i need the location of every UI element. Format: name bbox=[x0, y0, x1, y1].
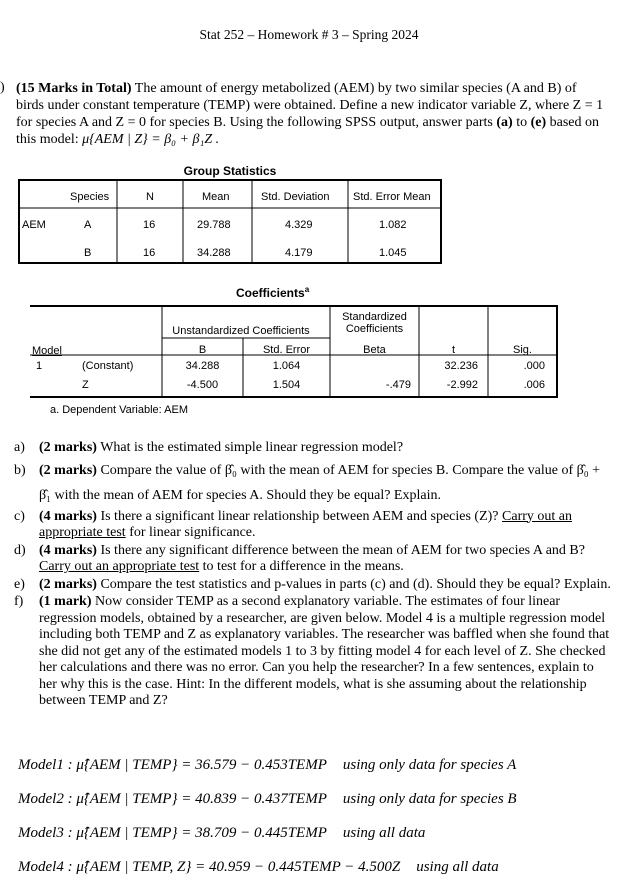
part-text: Is there a significant linear relationship between AEM and species (Z)? bbox=[100, 508, 499, 524]
header-species: Species bbox=[70, 191, 110, 203]
cell-t-constant: 32.236 bbox=[444, 360, 478, 372]
part-label: e) bbox=[14, 576, 25, 592]
model-equation: Model4 : μ̂{AEM | TEMP, Z} = 40.959 − 0.445TEMP − 4.500Z bbox=[18, 859, 401, 875]
model-equation: Model1 : μ̂{AEM | TEMP} = 36.579 − 0.453TEMP bbox=[18, 757, 327, 773]
part-underlined: Carry out an appropriate test bbox=[39, 559, 200, 574]
model-2 bbox=[18, 791, 517, 808]
page-header: Stat 252 – Homework # 3 – Spring 2024 bbox=[199, 27, 419, 42]
coefficients-title bbox=[236, 285, 309, 300]
group-stats-title: Group Statistics bbox=[183, 164, 277, 178]
part-marks: (4 marks) bbox=[39, 508, 97, 524]
part-text: What is the estimated simple linear regression model? bbox=[100, 440, 404, 455]
header-b: B bbox=[198, 344, 207, 356]
cell-sig-constant: .000 bbox=[523, 360, 545, 372]
cell-se-z: 1.504 bbox=[272, 379, 301, 391]
part-text-after: for linear significance. bbox=[129, 525, 256, 540]
cell-se-constant: 1.064 bbox=[272, 360, 301, 372]
model-1 bbox=[18, 757, 516, 774]
cell-t-z: -2.992 bbox=[446, 379, 478, 391]
part-a bbox=[14, 440, 614, 457]
question-number: ) bbox=[0, 80, 5, 95]
part-marks: (1 mark) bbox=[39, 594, 92, 609]
part-label: b) bbox=[14, 462, 26, 478]
question-intro-text-2: based on this model: bbox=[16, 115, 600, 147]
model-3 bbox=[18, 825, 425, 842]
cell-se-b: 1.045 bbox=[379, 247, 407, 259]
cell-n-b: 16 bbox=[143, 247, 156, 259]
header-beta: Beta bbox=[363, 344, 386, 356]
cell-sd-a: 4.329 bbox=[285, 219, 313, 231]
coefficients-table bbox=[30, 305, 558, 397]
part-label: f) bbox=[14, 594, 24, 609]
part-underlined: Carry out an appropriate test bbox=[39, 508, 572, 540]
cell-beta-z: -.479 bbox=[385, 379, 411, 391]
header-model: Model bbox=[32, 345, 62, 357]
model-equation: Model2 : μ̂{AEM | TEMP} = 40.839 − 0.437TEMP bbox=[18, 791, 327, 807]
model-number: 1 bbox=[36, 360, 43, 372]
model-equation: Model3 : μ̂{AEM | TEMP} = 38.709 − 0.445TEMP bbox=[18, 825, 327, 841]
header-n: N bbox=[146, 191, 154, 203]
cell-mean-a: 29.788 bbox=[197, 219, 231, 231]
part-marks: (4 marks) bbox=[39, 542, 97, 558]
part-text: Now consider TEMP as a second explanatory variable. The estimates of four linear regression models, obtained by a researcher, are given below. Model 4 is a multiple regression model including both TEMP and Z as explanatory variables. The researcher was baffled when she found that she did not get any of the estimated models 1 to 3 by fitting model 4 for each level of Z. She checked her calculations and there was no error. Can you help the researcher? In a few sentences, explain to her why this is the case. Hint: In the different models, what is she assuming about the relationship between TEMP and Z? bbox=[39, 594, 610, 708]
part-text: Is there any significant difference between the mean of AEM for two species A and B? bbox=[100, 542, 585, 558]
header-t: t bbox=[451, 344, 456, 356]
cell-b-constant: 34.288 bbox=[185, 360, 220, 372]
part-label: a) bbox=[14, 440, 25, 455]
question-to-text: to bbox=[516, 115, 528, 130]
part-marks: (2 marks) bbox=[39, 462, 97, 478]
row-name-z: Z bbox=[82, 379, 89, 391]
model-formula: μ{AEM | Z} = β₀ + β₁Z . bbox=[82, 132, 220, 147]
question-marks: (15 Marks in Total) bbox=[16, 81, 132, 96]
part-c bbox=[14, 509, 614, 542]
header-std-dev: Std. Deviation bbox=[261, 191, 330, 203]
part-marks: (2 marks) bbox=[39, 576, 97, 592]
model-note: using only data for species B bbox=[342, 791, 517, 807]
header-sig: Sig. bbox=[513, 344, 532, 356]
model-4 bbox=[18, 859, 499, 876]
cell-mean-b: 34.288 bbox=[197, 247, 231, 259]
question-part-a-ref: (a) bbox=[496, 115, 513, 130]
cell-sig-z: .006 bbox=[523, 379, 545, 391]
part-d bbox=[14, 543, 614, 576]
header-se: Std. Error bbox=[262, 344, 311, 356]
part-text: Compare the test statistics and p-values in parts (c) and (d). Should they be equal? Explain. bbox=[100, 576, 611, 592]
cell-b-z: -4.500 bbox=[186, 379, 219, 391]
model-note: using all data bbox=[416, 859, 499, 875]
cell-species-a: A bbox=[84, 219, 92, 231]
coefficients-footnote: a. Dependent Variable: AEM bbox=[50, 404, 188, 416]
cell-n-a: 16 bbox=[143, 219, 156, 231]
cell-species-b: B bbox=[84, 247, 92, 259]
part-e bbox=[14, 577, 614, 594]
cell-sd-b: 4.179 bbox=[285, 247, 313, 259]
coefficients-title-text: Coefficients bbox=[236, 286, 305, 300]
cell-se-a: 1.082 bbox=[379, 219, 407, 231]
model-note: using all data bbox=[342, 825, 426, 841]
row-label-aem: AEM bbox=[22, 219, 46, 231]
question-part-e-ref: (e) bbox=[530, 115, 547, 130]
header-std: Standardized Coefficients bbox=[342, 311, 407, 335]
part-marks: (2 marks) bbox=[39, 440, 97, 455]
question-intro bbox=[16, 80, 606, 148]
part-text-after: to test for a difference in the means. bbox=[202, 559, 404, 574]
model-note: using only data for species A bbox=[342, 757, 517, 773]
header-mean: Mean bbox=[202, 191, 230, 203]
part-label: d) bbox=[14, 542, 26, 558]
header-std-err: Std. Error Mean bbox=[353, 191, 431, 203]
question-parts bbox=[14, 440, 614, 711]
group-stats-table bbox=[18, 179, 442, 263]
part-label: c) bbox=[14, 508, 25, 524]
row-name-constant: (Constant) bbox=[82, 360, 134, 372]
header-unstd: Unstandardized Coefficients bbox=[172, 325, 310, 337]
part-b bbox=[14, 458, 614, 508]
question-intro-text-1: The amount of energy metabolized (AEM) by two similar species (A and B) of birds under constant temperature (TEMP) were obtained. Define a new indicator variable Z, where Z = 1 for species A and Z = 0 for species B. Using the following SPSS output, answer parts bbox=[16, 81, 604, 130]
part-text: Compare the value of β̂₀ with the mean of AEM for species B. Compare the value of β̂₀ + β̂₁ with the mean of AEM for species A. Should they be equal? Explain. bbox=[39, 462, 601, 503]
coefficients-title-sup: a bbox=[304, 285, 310, 294]
part-f bbox=[14, 594, 614, 710]
